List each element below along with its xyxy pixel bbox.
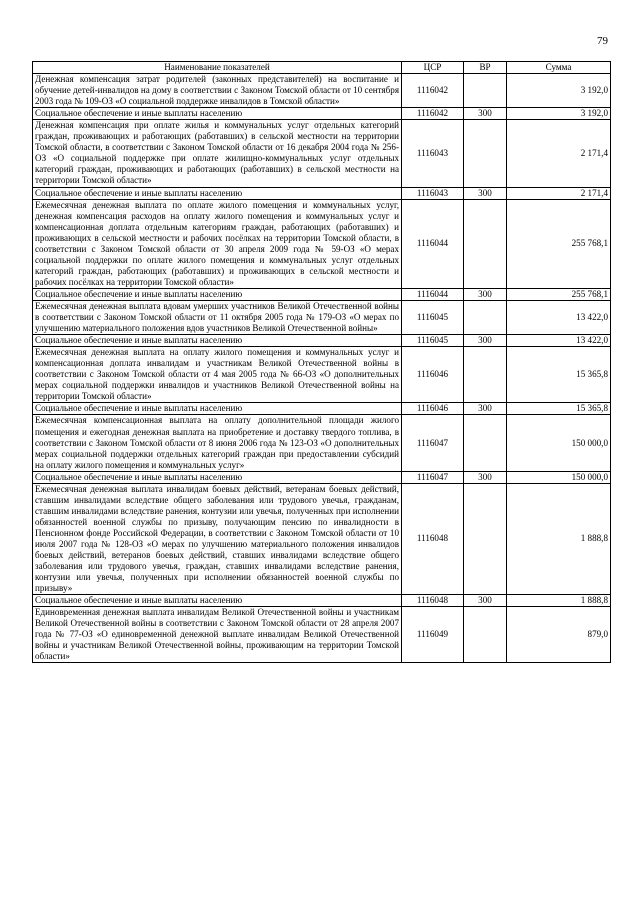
row-name: Денежная компенсация при оплате жилья и коммунальных услуг отдельных категорий граждан, проживающих и работающих (работавших) в сельской местности на территории Томской области, в соответствии с Законом Томской области от 16 декабря 2004 года № 256-ОЗ «О социальной поддержке при оплате жилищно-коммунальных услуг отдельных категорий граждан, проживающих и работающих (работавших) в сельской местности на территории Томской области» <box>33 120 402 187</box>
table-row <box>33 187 611 199</box>
header-vr: ВР <box>464 62 507 74</box>
row-name: Социальное обеспечение и иные выплаты населению <box>33 403 402 415</box>
row-sum: 15 365,8 <box>507 403 611 415</box>
row-sum: 13 422,0 <box>507 300 611 334</box>
row-csr: 1116043 <box>402 187 464 199</box>
row-vr: 300 <box>464 335 507 347</box>
table-header-row <box>33 62 611 74</box>
table-row <box>33 607 611 663</box>
row-sum: 255 768,1 <box>507 199 611 288</box>
row-csr: 1116044 <box>402 199 464 288</box>
row-sum: 150 000,0 <box>507 415 611 471</box>
page-number: 79 <box>597 35 608 47</box>
row-name: Ежемесячная денежная выплата вдовам умерших участников Великой Отечественной войны в соответствии с Законом Томской области от 11 октября 2005 года № 179-ОЗ «О мерах по улучшению материального положения вдов участников Великой Отечественной войны» <box>33 300 402 334</box>
row-sum: 2 171,4 <box>507 120 611 187</box>
table-row <box>33 403 611 415</box>
row-name: Ежемесячная компенсационная выплата на оплату дополнительной площади жилого помещения и ежегодная денежная выплата на приобретение и доставку твердого топлива, в соответствии с Законом Томской области от 8 июня 2006 года № 123-ОЗ «О дополнительных мерах социальной поддержки отдельных категорий граждан при предоставлении субсидий на оплату жилого помещения и коммунальных услуг» <box>33 415 402 471</box>
row-vr <box>464 347 507 403</box>
row-sum: 15 365,8 <box>507 347 611 403</box>
row-sum: 879,0 <box>507 607 611 663</box>
budget-table <box>32 61 611 663</box>
table-row <box>33 74 611 108</box>
row-vr: 300 <box>464 288 507 300</box>
row-sum: 255 768,1 <box>507 288 611 300</box>
row-sum: 3 192,0 <box>507 74 611 108</box>
row-sum: 1 888,8 <box>507 483 611 594</box>
row-vr <box>464 300 507 334</box>
row-vr <box>464 415 507 471</box>
row-sum: 13 422,0 <box>507 335 611 347</box>
row-vr: 300 <box>464 108 507 120</box>
row-csr: 1116044 <box>402 288 464 300</box>
table-row <box>33 415 611 471</box>
row-name: Социальное обеспечение и иные выплаты населению <box>33 471 402 483</box>
table-row <box>33 335 611 347</box>
header-sum: Сумма <box>507 62 611 74</box>
table-row <box>33 108 611 120</box>
row-name: Социальное обеспечение и иные выплаты населению <box>33 595 402 607</box>
row-vr <box>464 607 507 663</box>
row-csr: 1116047 <box>402 471 464 483</box>
row-sum: 150 000,0 <box>507 471 611 483</box>
row-name: Социальное обеспечение и иные выплаты населению <box>33 187 402 199</box>
row-csr: 1116042 <box>402 74 464 108</box>
row-csr: 1116046 <box>402 403 464 415</box>
row-csr: 1116045 <box>402 300 464 334</box>
table-row <box>33 288 611 300</box>
table-row <box>33 199 611 288</box>
row-name: Ежемесячная денежная выплата инвалидам боевых действий, ветеранам боевых действий, ставшим инвалидами вследствие общего заболевания или трудового увечья, гражданам, ставшим инвалидами вследствие ранения, контузии или увечья, полученных при исполнении обязанностей военной службы по призыву, получающим пенсию по инвалидности в Пенсионном фонде Российской Федерации, в соответствии с Законом Томской области от 10 июля 2007 года № 128-ОЗ «О мерах по улучшению материального положения инвалидов боевых действий, ветеранов боевых действий, ставших инвалидами вследствие общего заболевания или трудового увечья, граждан, ставших инвалидами вследствие ранения, контузии или увечья, полученных при исполнении обязанностей военной службы по призыву» <box>33 483 402 594</box>
row-vr: 300 <box>464 187 507 199</box>
row-csr: 1116048 <box>402 595 464 607</box>
row-csr: 1116047 <box>402 415 464 471</box>
row-name: Социальное обеспечение и иные выплаты населению <box>33 335 402 347</box>
row-vr <box>464 74 507 108</box>
row-name: Ежемесячная денежная выплата на оплату жилого помещения и коммунальных услуг и компенсационная доплата инвалидам и участникам Великой Отечественной войны в соответствии с Законом Томской области от 4 мая 2005 года № 66-ОЗ «О дополнительных мерах социальной поддержки инвалидов и участников Великой Отечественной войны на территории Томской области» <box>33 347 402 403</box>
row-vr <box>464 120 507 187</box>
table-row <box>33 483 611 594</box>
row-name: Денежная компенсация затрат родителей (законных представителей) на воспитание и обучение детей-инвалидов на дому в соответствии с Законом Томской области от 10 сентября 2003 года № 109-ОЗ «О социальной поддержке инвалидов в Томской области» <box>33 74 402 108</box>
row-sum: 1 888,8 <box>507 595 611 607</box>
table-row <box>33 300 611 334</box>
row-vr <box>464 483 507 594</box>
row-name: Социальное обеспечение и иные выплаты населению <box>33 288 402 300</box>
row-name: Единовременная денежная выплата инвалидам Великой Отечественной войны и участникам Великой Отечественной войны в соответствии с Законом Томской области от 28 апреля 2007 года № 77-ОЗ «О единовременной денежной выплате инвалидам Великой Отечественной войны и участникам Великой Отечественной войны, проживающим на территории Томской области» <box>33 607 402 663</box>
header-csr: ЦСР <box>402 62 464 74</box>
row-csr: 1116045 <box>402 335 464 347</box>
row-name: Ежемесячная денежная выплата по оплате жилого помещения и коммунальных услуг, денежная компенсация расходов на оплату жилого помещения и коммунальных услуг и компенсационная доплата отдельным категориям граждан, работающих (работавших) и проживающих в сельской местности и рабочих посёлках на территории Томской области, в соответствии с Законом Томской области от 30 апреля 2009 года № 59-ОЗ «О мерах социальной поддержки по оплате жилого помещения и коммунальных услуг отдельных категорий граждан, работающих (работавших) и проживающих в сельской местности и рабочих посёлках на территории Томской области» <box>33 199 402 288</box>
row-vr <box>464 199 507 288</box>
row-csr: 1116046 <box>402 347 464 403</box>
table-row <box>33 347 611 403</box>
row-csr: 1116049 <box>402 607 464 663</box>
row-sum: 3 192,0 <box>507 108 611 120</box>
row-csr: 1116043 <box>402 120 464 187</box>
row-csr: 1116048 <box>402 483 464 594</box>
table-row <box>33 471 611 483</box>
table-row <box>33 120 611 187</box>
row-vr: 300 <box>464 471 507 483</box>
table-row <box>33 595 611 607</box>
row-vr: 300 <box>464 595 507 607</box>
row-vr: 300 <box>464 403 507 415</box>
header-name: Наименование показателей <box>33 62 402 74</box>
row-csr: 1116042 <box>402 108 464 120</box>
row-name: Социальное обеспечение и иные выплаты населению <box>33 108 402 120</box>
row-sum: 2 171,4 <box>507 187 611 199</box>
